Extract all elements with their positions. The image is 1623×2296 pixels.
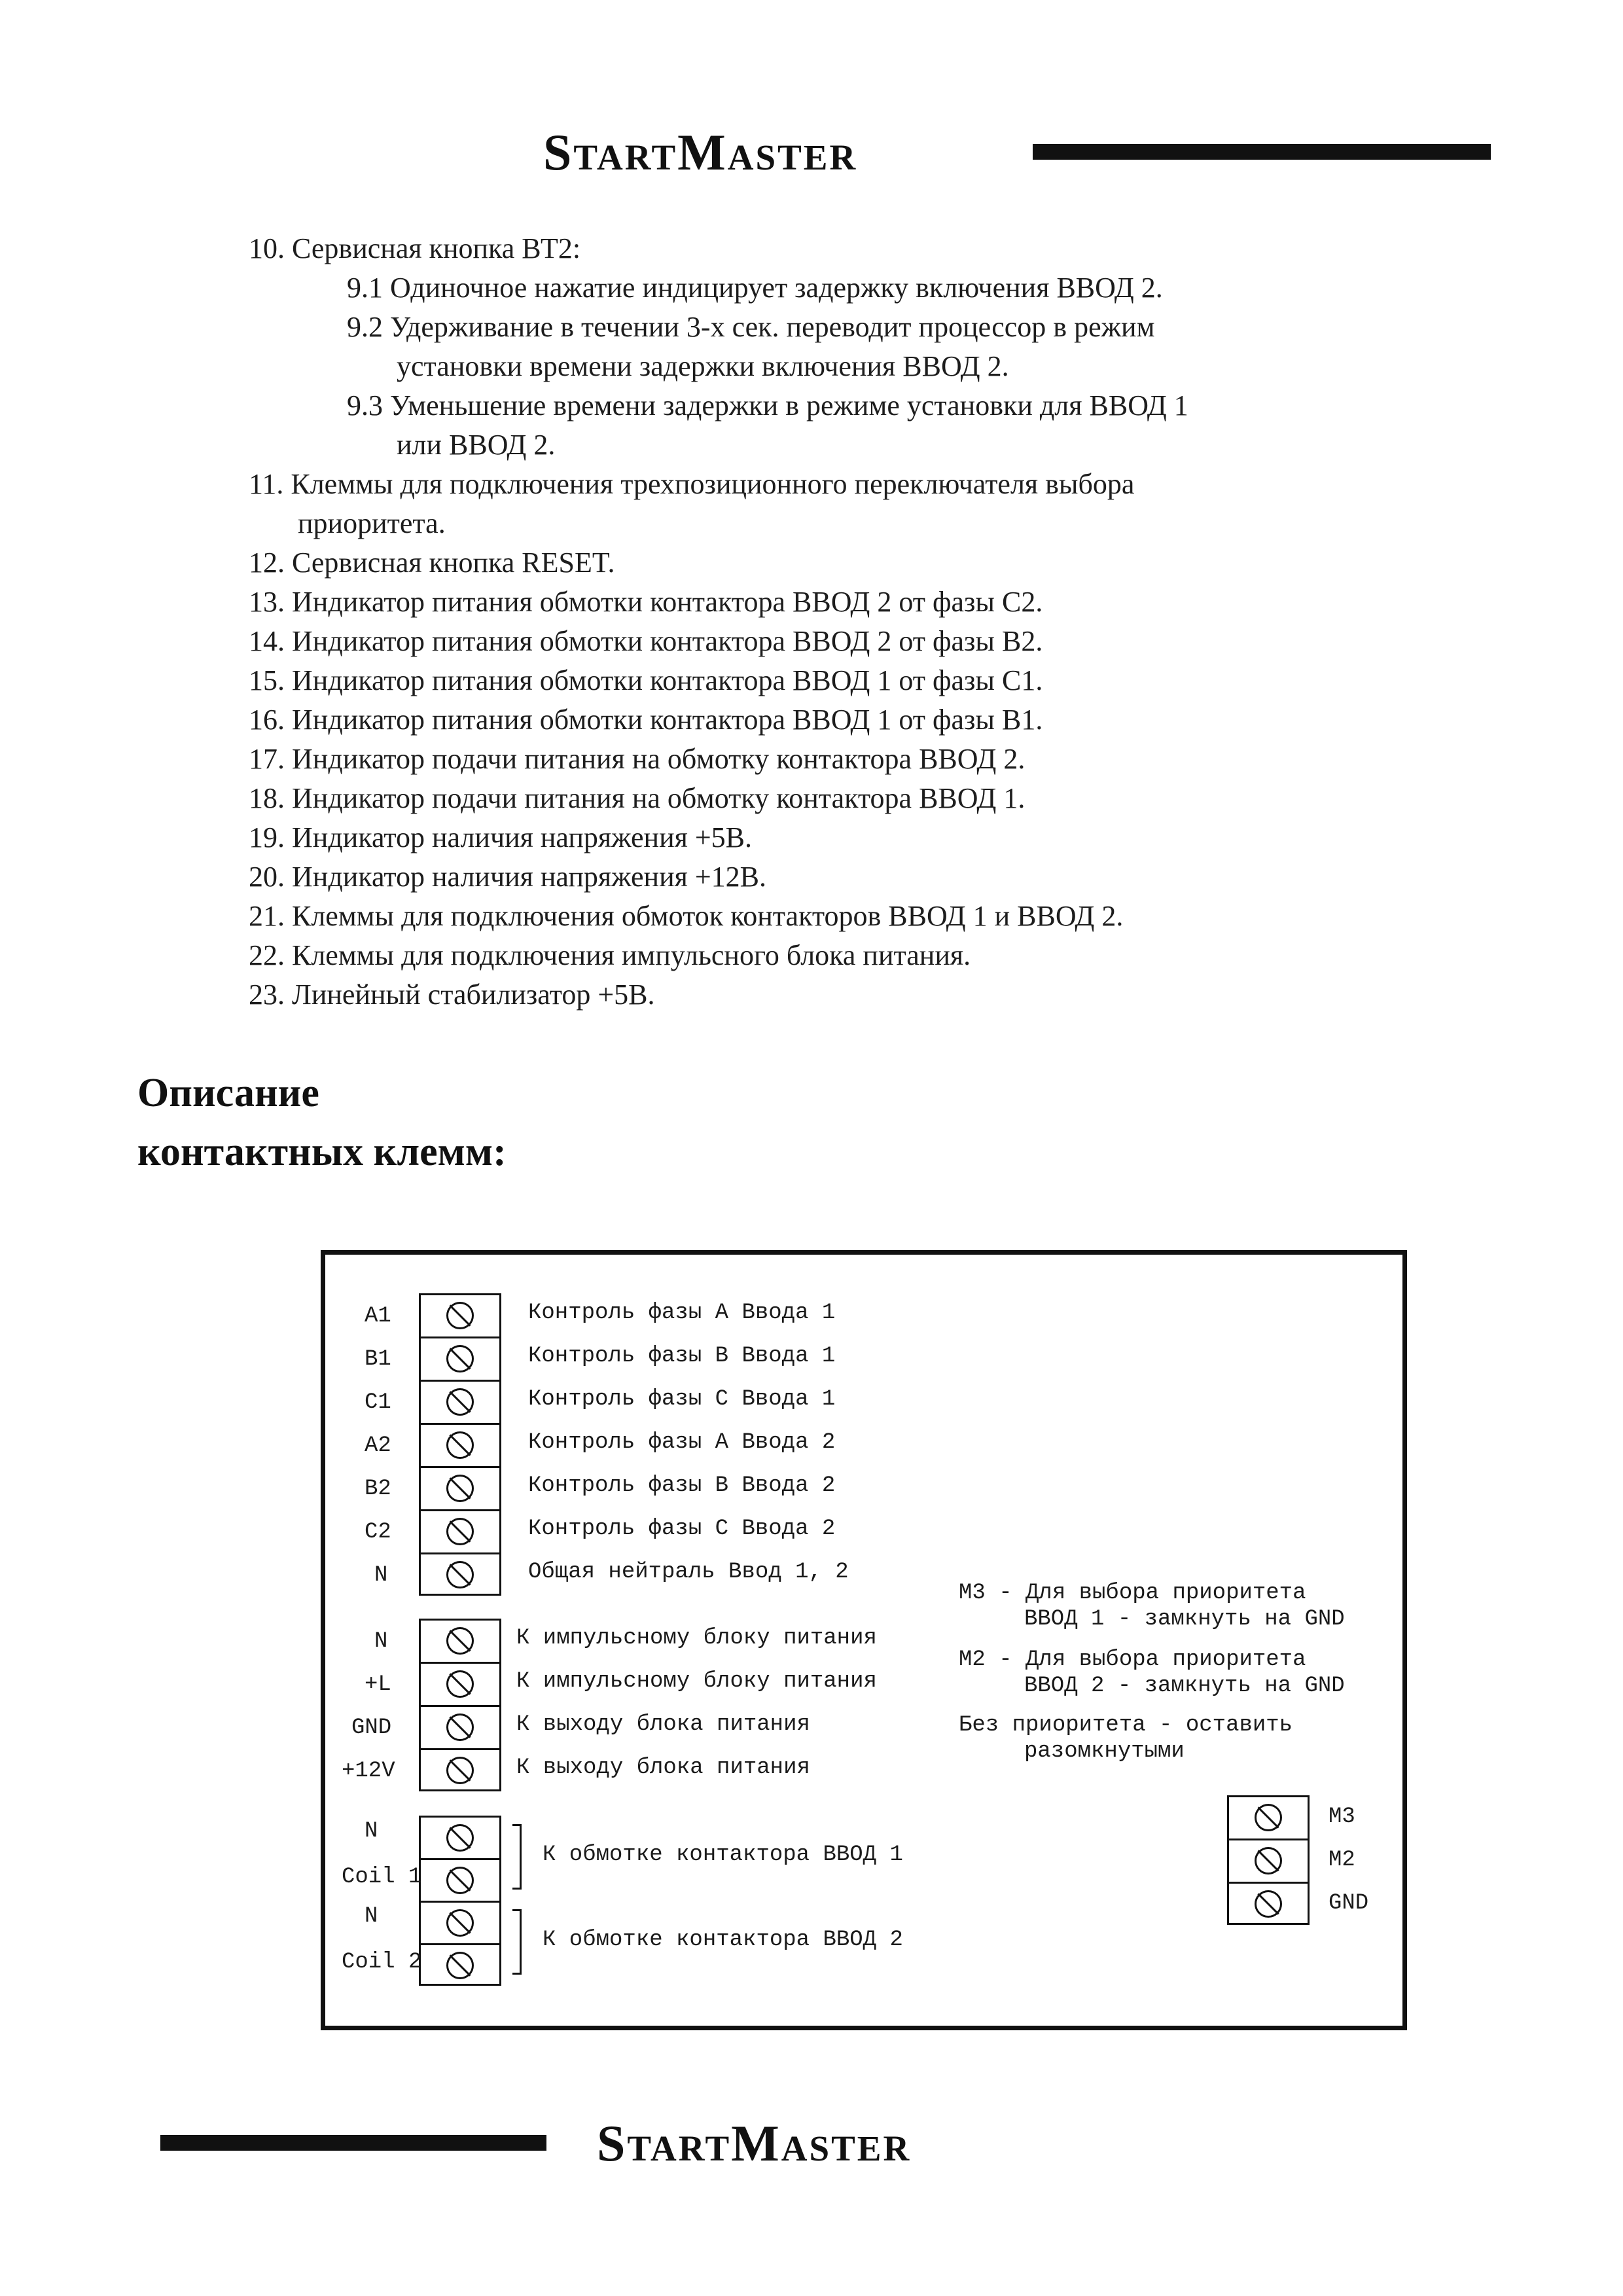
terminal-label: GND bbox=[1329, 1891, 1369, 1916]
terminal-label: N bbox=[365, 1904, 378, 1929]
screw-icon bbox=[446, 1867, 474, 1894]
phase-terminal-block bbox=[419, 1293, 501, 1596]
priority-note: Без приоритета - оставить bbox=[959, 1713, 1293, 1738]
terminal-cell bbox=[421, 1425, 499, 1468]
terminal-description: Контроль фазы С Ввода 2 bbox=[528, 1516, 836, 1541]
screw-icon bbox=[446, 1757, 474, 1784]
section-title-line1: Описание bbox=[137, 1071, 319, 1115]
priority-terminal-block bbox=[1227, 1795, 1310, 1925]
list-item: 10. Сервисная кнопка ВТ2: bbox=[249, 232, 581, 264]
list-item: 21. Клеммы для подключения обмоток контакторов ВВОД 1 и ВВОД 2. bbox=[249, 900, 1124, 932]
priority-note: разомкнутыми bbox=[1024, 1739, 1185, 1764]
power-terminal-block bbox=[419, 1619, 501, 1791]
terminal-cell bbox=[421, 1903, 499, 1945]
footer-rule bbox=[160, 2135, 546, 2151]
list-item: 13. Индикатор питания обмотки контактора ВВОД 2 от фазы С2. bbox=[249, 586, 1043, 618]
terminal-cell bbox=[1229, 1840, 1308, 1884]
list-item: установки времени задержки включения ВВОД 2. bbox=[397, 350, 1009, 382]
screw-icon bbox=[446, 1345, 474, 1372]
list-item: 19. Индикатор наличия напряжения +5В. bbox=[249, 821, 753, 853]
list-item: 22. Клеммы для подключения импульсного блока питания. bbox=[249, 939, 971, 971]
terminal-description: К импульсному блоку питания bbox=[516, 1669, 877, 1694]
terminal-cell bbox=[421, 1707, 499, 1750]
terminal-description: Контроль фазы В Ввода 2 bbox=[528, 1473, 836, 1498]
priority-note: ВВОД 2 - замкнуть на GND bbox=[1024, 1674, 1345, 1698]
list-item: 9.2 Удерживание в течении 3-х сек. переводит процессор в режим bbox=[347, 311, 1155, 343]
terminal-label: +12V bbox=[342, 1759, 395, 1784]
terminal-label: C1 bbox=[365, 1390, 391, 1415]
terminal-label: A1 bbox=[365, 1304, 391, 1329]
screw-icon bbox=[446, 1302, 474, 1329]
list-item: 18. Индикатор подачи питания на обмотку контактора ВВОД 1. bbox=[249, 782, 1026, 814]
terminal-cell bbox=[1229, 1797, 1308, 1840]
screw-icon bbox=[1255, 1804, 1282, 1831]
screw-icon bbox=[446, 1713, 474, 1741]
terminal-label: М2 bbox=[1329, 1848, 1355, 1873]
list-item: 23. Линейный стабилизатор +5В. bbox=[249, 978, 655, 1011]
screw-icon bbox=[446, 1431, 474, 1459]
coil-terminal-block bbox=[419, 1816, 501, 1986]
screw-icon bbox=[446, 1561, 474, 1588]
coil2-bracket bbox=[512, 1909, 522, 1975]
terminal-cell bbox=[421, 1945, 499, 1988]
terminal-description: Контроль фазы С Ввода 1 bbox=[528, 1387, 836, 1412]
footer-brand: StartMaster bbox=[597, 2115, 912, 2172]
priority-note: М2 - Для выбора приоритета bbox=[959, 1647, 1306, 1672]
terminal-cell bbox=[421, 1621, 499, 1664]
screw-icon bbox=[1255, 1847, 1282, 1874]
terminal-label: A2 bbox=[365, 1433, 391, 1458]
screw-icon bbox=[446, 1388, 474, 1416]
terminal-label: Coil 1 bbox=[342, 1865, 422, 1890]
terminal-description: Контроль фазы В Ввода 1 bbox=[528, 1344, 836, 1369]
terminal-label: N bbox=[365, 1819, 378, 1844]
screw-icon bbox=[446, 1824, 474, 1852]
screw-icon bbox=[446, 1952, 474, 1979]
header-brand: StartMaster bbox=[543, 124, 858, 181]
screw-icon bbox=[446, 1627, 474, 1655]
terminal-diagram bbox=[321, 1250, 1407, 2030]
terminal-cell bbox=[421, 1468, 499, 1511]
terminal-label: N bbox=[374, 1629, 388, 1654]
list-item: 14. Индикатор питания обмотки контактора ВВОД 2 от фазы В2. bbox=[249, 625, 1043, 657]
list-item: 9.3 Уменьшение времени задержки в режиме установки для ВВОД 1 bbox=[347, 389, 1188, 422]
terminal-cell bbox=[421, 1664, 499, 1707]
section-title-line2: контактных клемм: bbox=[137, 1130, 507, 1174]
terminal-cell bbox=[421, 1338, 499, 1382]
terminal-description: Контроль фазы А Ввода 2 bbox=[528, 1430, 836, 1455]
priority-note: М3 - Для выбора приоритета bbox=[959, 1581, 1306, 1605]
list-item: 17. Индикатор подачи питания на обмотку контактора ВВОД 2. bbox=[249, 743, 1026, 775]
terminal-label: +L bbox=[365, 1672, 391, 1697]
terminal-label: B2 bbox=[365, 1477, 391, 1501]
terminal-cell bbox=[421, 1818, 499, 1860]
priority-note: ВВОД 1 - замкнуть на GND bbox=[1024, 1607, 1345, 1632]
terminal-description: Контроль фазы А Ввода 1 bbox=[528, 1300, 836, 1325]
screw-icon bbox=[446, 1670, 474, 1698]
terminal-cell bbox=[1229, 1884, 1308, 1927]
terminal-cell bbox=[421, 1554, 499, 1598]
coil1-bracket bbox=[512, 1824, 522, 1890]
terminal-description: К выходу блока питания bbox=[516, 1712, 810, 1737]
list-item: 16. Индикатор питания обмотки контактора ВВОД 1 от фазы В1. bbox=[249, 704, 1043, 736]
list-item: 9.1 Одиночное нажатие индицирует задержку включения ВВОД 2. bbox=[347, 272, 1163, 304]
terminal-label: C2 bbox=[365, 1520, 391, 1545]
terminal-description: К импульсному блоку питания bbox=[516, 1626, 877, 1651]
list-item: или ВВОД 2. bbox=[397, 429, 556, 461]
screw-icon bbox=[446, 1475, 474, 1502]
terminal-cell bbox=[421, 1860, 499, 1903]
terminal-cell bbox=[421, 1511, 499, 1554]
terminal-label: N bbox=[374, 1563, 388, 1588]
terminal-description: Общая нейтраль Ввод 1, 2 bbox=[528, 1560, 849, 1585]
screw-icon bbox=[1255, 1890, 1282, 1918]
terminal-description: К обмотке контактора ВВОД 1 bbox=[543, 1842, 903, 1867]
terminal-description: К выходу блока питания bbox=[516, 1755, 810, 1780]
terminal-description: К обмотке контактора ВВОД 2 bbox=[543, 1928, 903, 1952]
terminal-cell bbox=[421, 1382, 499, 1425]
list-item: 11. Клеммы для подключения трехпозиционного переключателя выбора bbox=[249, 468, 1135, 500]
header-rule bbox=[1033, 144, 1491, 160]
terminal-label: Coil 2 bbox=[342, 1950, 422, 1975]
screw-icon bbox=[446, 1518, 474, 1545]
terminal-label: М3 bbox=[1329, 1804, 1355, 1829]
list-item: 15. Индикатор питания обмотки контактора ВВОД 1 от фазы С1. bbox=[249, 664, 1043, 696]
list-item: 12. Сервисная кнопка RESET. bbox=[249, 547, 615, 579]
screw-icon bbox=[446, 1909, 474, 1937]
list-item: 20. Индикатор наличия напряжения +12В. bbox=[249, 861, 767, 893]
terminal-label: B1 bbox=[365, 1347, 391, 1372]
terminal-cell bbox=[421, 1750, 499, 1793]
terminal-cell bbox=[421, 1295, 499, 1338]
terminal-label: GND bbox=[351, 1715, 392, 1740]
list-item: приоритета. bbox=[298, 507, 446, 539]
